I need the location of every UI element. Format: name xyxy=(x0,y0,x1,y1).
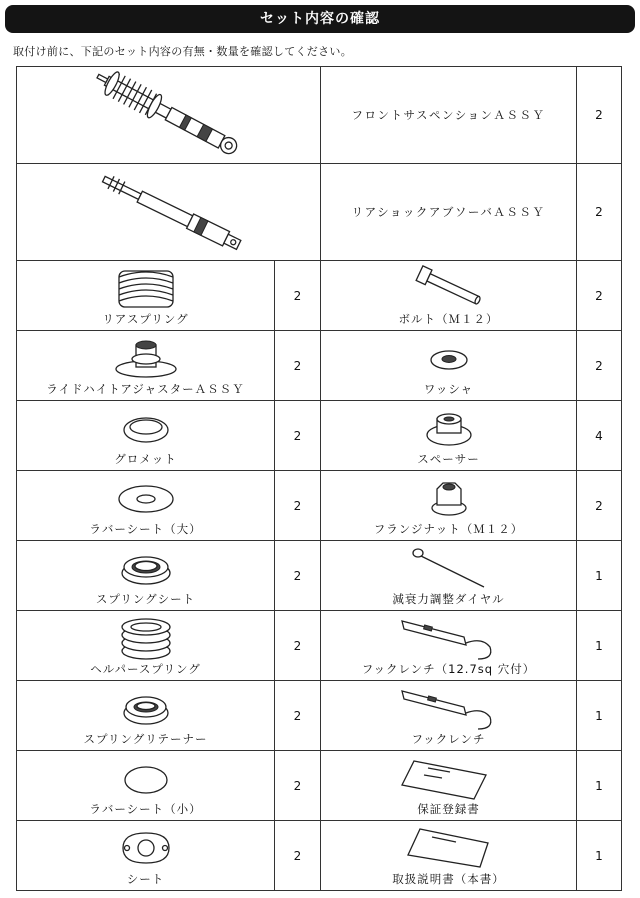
item-qty: 2 xyxy=(577,471,622,541)
seat-icon xyxy=(101,825,191,871)
item-image-cell xyxy=(321,331,577,401)
item-name: ラバーシート（小） xyxy=(89,801,202,816)
item-name: フランジナット（Ｍ１２） xyxy=(373,521,524,536)
table-row xyxy=(17,681,622,751)
item-qty: 1 xyxy=(577,821,622,891)
hook-wrench-icon xyxy=(394,685,504,731)
item-image-cell xyxy=(321,471,577,541)
item-image-cell xyxy=(17,751,275,821)
item-name: ワッシャ xyxy=(423,381,474,396)
item-qty: 4 xyxy=(577,401,622,471)
item-image-cell xyxy=(17,164,321,261)
item-image-cell xyxy=(321,751,577,821)
manual-icon xyxy=(394,825,504,871)
hook-wrench-hole-icon xyxy=(394,615,504,661)
table-row xyxy=(17,471,622,541)
item-image-cell xyxy=(321,541,577,611)
spacer-icon xyxy=(404,405,494,451)
spring-seat-icon xyxy=(101,545,191,591)
section-title-banner xyxy=(5,5,635,33)
item-name: 保証登録書 xyxy=(417,801,480,816)
item-image-cell xyxy=(17,471,275,541)
washer-icon xyxy=(404,335,494,381)
item-qty: 2 xyxy=(577,261,622,331)
item-image-cell xyxy=(17,67,321,164)
item-image-cell xyxy=(17,681,275,751)
item-image-cell xyxy=(17,331,275,401)
item-name: ボルト（Ｍ１２） xyxy=(398,311,499,326)
table-row xyxy=(17,821,622,891)
item-name: スプリングシート xyxy=(95,591,196,606)
damping-dial-icon xyxy=(404,545,494,591)
rubber-sheet-large-icon xyxy=(101,475,191,521)
item-qty: 2 xyxy=(275,471,321,541)
item-name: 取扱説明書（本書） xyxy=(392,871,505,886)
item-name: グロメット xyxy=(114,451,177,466)
rear-spring-icon xyxy=(101,265,191,311)
item-name: シート xyxy=(126,871,165,886)
table-row xyxy=(17,164,622,261)
item-qty: 2 xyxy=(275,261,321,331)
item-name: ヘルパースプリング xyxy=(90,661,201,676)
item-qty: 1 xyxy=(577,611,622,681)
helper-spring-icon xyxy=(101,615,191,661)
contents-table xyxy=(16,66,622,891)
table-row xyxy=(17,541,622,611)
table-row xyxy=(17,611,622,681)
item-name: ラバーシート（大） xyxy=(89,521,202,536)
item-qty: 2 xyxy=(577,331,622,401)
item-name: フロントサスペンションＡＳＳＹ xyxy=(321,67,577,164)
page-title: セット内容の確認 xyxy=(260,11,380,27)
item-name: スペーサー xyxy=(417,451,480,466)
item-image-cell xyxy=(17,611,275,681)
table-row xyxy=(17,751,622,821)
item-image-cell xyxy=(17,401,275,471)
ride-height-adjuster-icon xyxy=(101,335,191,381)
grommet-icon xyxy=(101,405,191,451)
item-name: フックレンチ（12.7sq 穴付） xyxy=(361,661,536,676)
item-name: 減衰力調整ダイヤル xyxy=(392,591,505,606)
item-qty: 2 xyxy=(275,331,321,401)
item-name: ライドハイトアジャスターＡＳＳＹ xyxy=(46,381,245,396)
item-qty: 2 xyxy=(275,611,321,681)
item-image-cell xyxy=(17,541,275,611)
item-name: リアショックアブソーバＡＳＳＹ xyxy=(321,164,577,261)
rear-shock-icon xyxy=(84,166,254,258)
item-qty: 2 xyxy=(275,751,321,821)
item-qty: 2 xyxy=(275,681,321,751)
item-image-cell xyxy=(321,611,577,681)
item-image-cell xyxy=(321,261,577,331)
table-row xyxy=(17,67,622,164)
bolt-icon xyxy=(404,265,494,311)
item-qty: 2 xyxy=(275,541,321,611)
intro-text: 取付け前に、下記のセット内容の有無・数量を確認してください。 xyxy=(13,45,352,58)
item-image-cell xyxy=(321,401,577,471)
item-image-cell xyxy=(17,821,275,891)
item-qty: 1 xyxy=(577,681,622,751)
table-row xyxy=(17,401,622,471)
front-suspension-icon xyxy=(84,69,254,161)
item-qty: 2 xyxy=(577,67,622,164)
item-name: リアスプリング xyxy=(102,311,189,326)
rubber-sheet-small-icon xyxy=(101,755,191,801)
item-image-cell xyxy=(321,821,577,891)
item-name: スプリングリテーナー xyxy=(83,731,208,746)
item-qty: 1 xyxy=(577,751,622,821)
item-image-cell xyxy=(321,681,577,751)
spring-retainer-icon xyxy=(101,685,191,731)
warranty-card-icon xyxy=(394,755,504,801)
item-qty: 1 xyxy=(577,541,622,611)
item-image-cell xyxy=(17,261,275,331)
item-qty: 2 xyxy=(275,401,321,471)
item-qty: 2 xyxy=(275,821,321,891)
item-qty: 2 xyxy=(577,164,622,261)
flange-nut-icon xyxy=(404,475,494,521)
table-row xyxy=(17,261,622,331)
table-row xyxy=(17,331,622,401)
item-name: フックレンチ xyxy=(411,731,486,746)
